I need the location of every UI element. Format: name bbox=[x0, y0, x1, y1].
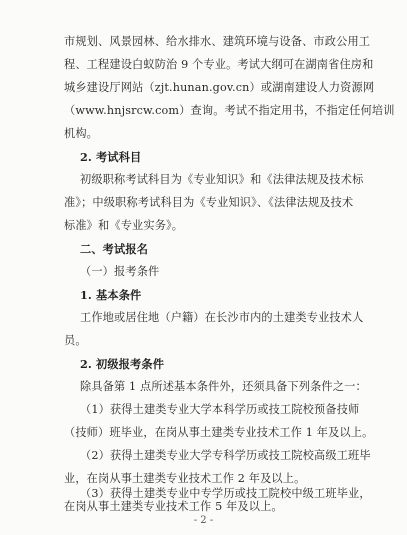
text-line-3: 城乡建设厅网站（zjt.hunan.gov.cn）或湖南建设人力资源网 bbox=[64, 81, 375, 94]
text-line-20: 业，在岗从事土建类专业技术工作 2 年及以上。 bbox=[64, 472, 306, 485]
text-line-17: （1）获得土建类专业大学本科学历或技工院校预备技师 bbox=[80, 403, 360, 416]
text-line-1: 市规划、风景园林、给水排水、建筑环境与设备、市政公用工 bbox=[64, 35, 371, 48]
subsection-heading-conditions: （一）报考条件 bbox=[80, 265, 160, 278]
section-heading-exam-subjects: 2. 考试科目 bbox=[80, 150, 142, 164]
text-line-18: （技师）班毕业，在岗从事土建类专业技术工作 1 年及以上。 bbox=[64, 426, 374, 439]
text-line-13: 工作地或居住地（户籍）在长沙市内的土建类专业技术人 bbox=[80, 311, 364, 324]
text-line-14: 员。 bbox=[64, 334, 87, 347]
text-line-5: 机构。 bbox=[64, 127, 99, 140]
text-line-22: 在岗从事土建类专业技术工作 5 年及以上。 bbox=[64, 500, 283, 513]
text-line-4: （www.hnjsrcw.com）查询。考试不指定用书，不指定任何培训 bbox=[64, 104, 395, 117]
text-line-21: （3）获得土建类专业中专学历或技工院校中级工班毕业， bbox=[80, 487, 371, 500]
page-number: - 2 - bbox=[193, 515, 214, 526]
text-line-9: 标准》和《专业实务》。 bbox=[64, 219, 184, 232]
text-line-16: 除具备第 1 点所述基本条件外，还须具备下列条件之一： bbox=[80, 380, 367, 393]
text-line-7: 初级职称考试科目为《专业知识》和《法律法规及技术标 bbox=[80, 173, 364, 186]
section-heading-basic-conditions: 1. 基本条件 bbox=[80, 288, 142, 302]
text-line-2: 程、工程建设白蚁防治 9 个专业。考试大纲可在湖南省住房和 bbox=[64, 58, 374, 71]
section-heading-registration: 二、考试报名 bbox=[80, 242, 149, 256]
section-heading-junior-conditions: 2. 初级报考条件 bbox=[80, 357, 165, 371]
text-line-19: （2）获得土建类专业大学专科学历或技工院校高级工班毕 bbox=[80, 449, 371, 462]
text-line-8: 准》；中级职称考试科目为《专业知识》、《法律法规及技术 bbox=[64, 196, 354, 209]
